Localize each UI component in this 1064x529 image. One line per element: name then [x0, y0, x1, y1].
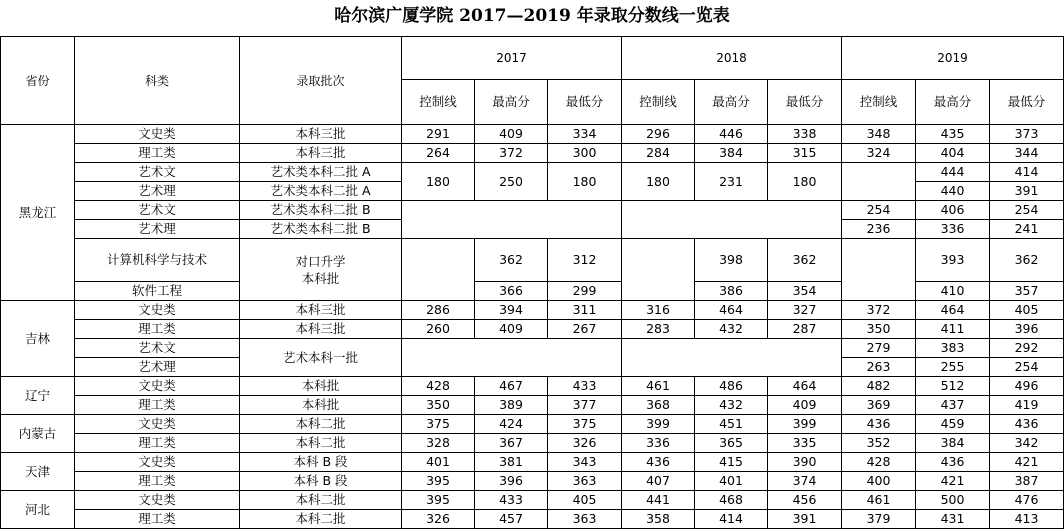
- table-row: [1, 144, 1064, 163]
- min-2019-cell: 405: [990, 301, 1064, 320]
- table-row: [1, 125, 1064, 144]
- control-2018-cell: 441: [622, 491, 695, 510]
- max-2019-cell: 437: [916, 396, 990, 415]
- min-2017-cell: 363: [548, 472, 622, 491]
- category-cell: 计算机科学与技术: [75, 239, 240, 282]
- min-2019-cell: 362: [990, 239, 1064, 282]
- empty-cell: [622, 339, 842, 377]
- control-2019-cell: 461: [842, 491, 916, 510]
- min-2019-cell: 413: [990, 510, 1064, 529]
- header-year-2017: 2017: [402, 37, 622, 80]
- min-2017-cell: 375: [548, 415, 622, 434]
- control-2018-cell: 358: [622, 510, 695, 529]
- header-batch: 录取批次: [240, 37, 402, 125]
- page-title: 哈尔滨广厦学院 2017—2019 年录取分数线一览表: [334, 6, 730, 26]
- min-2018-cell: 315: [768, 144, 842, 163]
- min-2018-cell: 287: [768, 320, 842, 339]
- max-2017-cell: 457: [475, 510, 548, 529]
- control-2017-cell: 260: [402, 320, 475, 339]
- control-2019-cell: 348: [842, 125, 916, 144]
- max-2019-cell: 393: [916, 239, 990, 282]
- control-2017-cell: 395: [402, 472, 475, 491]
- empty-cell: [622, 201, 842, 239]
- table-row: [1, 510, 1064, 529]
- max-2018-cell: 415: [695, 453, 768, 472]
- empty-cell: [622, 239, 695, 301]
- max-2017-cell: 433: [475, 491, 548, 510]
- batch-cell: 本科批: [240, 377, 402, 396]
- category-cell: 艺术理: [75, 182, 240, 201]
- control-2017-cell: 286: [402, 301, 475, 320]
- batch-cell: 本科批: [240, 396, 402, 415]
- min-2017-cell: 300: [548, 144, 622, 163]
- max-2018-cell: 401: [695, 472, 768, 491]
- min-2019-cell: 391: [990, 182, 1064, 201]
- min-2017-cell: 326: [548, 434, 622, 453]
- batch-cell: 本科二批: [240, 510, 402, 529]
- max-2017-cell: 396: [475, 472, 548, 491]
- max-2019-cell: 500: [916, 491, 990, 510]
- max-2019-cell: 336: [916, 220, 990, 239]
- table-row: [1, 320, 1064, 339]
- control-2017-cell: 326: [402, 510, 475, 529]
- control-2018-cell: 296: [622, 125, 695, 144]
- max-2019-cell: 411: [916, 320, 990, 339]
- category-cell: 文史类: [75, 491, 240, 510]
- batch-cell: 艺术类本科二批 B: [240, 201, 402, 220]
- table-row: [1, 396, 1064, 415]
- min-2017-cell: 343: [548, 453, 622, 472]
- province-cell: 辽宁: [1, 377, 75, 415]
- header-min-score: 最低分: [768, 80, 842, 125]
- control-2018-cell: 180: [622, 163, 695, 201]
- category-cell: 文史类: [75, 125, 240, 144]
- min-2018-cell: 338: [768, 125, 842, 144]
- min-2019-cell: 254: [990, 358, 1064, 377]
- empty-cell: [842, 239, 916, 301]
- table-row: [1, 201, 1064, 220]
- min-2018-cell: 390: [768, 453, 842, 472]
- max-2019-cell: 406: [916, 201, 990, 220]
- min-2018-cell: 362: [768, 239, 842, 282]
- control-2017-cell: 350: [402, 396, 475, 415]
- max-2019-cell: 410: [916, 282, 990, 301]
- category-cell: 艺术文: [75, 201, 240, 220]
- max-2018-cell: 231: [695, 163, 768, 201]
- batch-cell: 艺术类本科二批 A: [240, 182, 402, 201]
- min-2017-cell: 312: [548, 239, 622, 282]
- header-max-score: 最高分: [475, 80, 548, 125]
- admission-score-table: [0, 36, 1064, 529]
- max-2019-cell: 440: [916, 182, 990, 201]
- min-2019-cell: 476: [990, 491, 1064, 510]
- min-2019-cell: 414: [990, 163, 1064, 182]
- control-2017-cell: 395: [402, 491, 475, 510]
- max-2018-cell: 386: [695, 282, 768, 301]
- table-row: [1, 377, 1064, 396]
- control-2018-cell: 368: [622, 396, 695, 415]
- min-2019-cell: 421: [990, 453, 1064, 472]
- min-2019-cell: 387: [990, 472, 1064, 491]
- max-2019-cell: 459: [916, 415, 990, 434]
- max-2018-cell: 446: [695, 125, 768, 144]
- batch-cell: 艺术类本科二批 A: [240, 163, 402, 182]
- max-2017-cell: 389: [475, 396, 548, 415]
- header-control-line: 控制线: [622, 80, 695, 125]
- batch-cell: 本科三批: [240, 301, 402, 320]
- table-row: [1, 301, 1064, 320]
- min-2017-cell: 267: [548, 320, 622, 339]
- batch-cell: 艺术类本科二批 B: [240, 220, 402, 239]
- table-row: [1, 472, 1064, 491]
- table-row: [1, 163, 1064, 182]
- category-cell: 艺术文: [75, 163, 240, 182]
- category-cell: 文史类: [75, 377, 240, 396]
- max-2019-cell: 404: [916, 144, 990, 163]
- max-2018-cell: 464: [695, 301, 768, 320]
- category-cell: 理工类: [75, 144, 240, 163]
- category-cell: 软件工程: [75, 282, 240, 301]
- table-row: [1, 491, 1064, 510]
- batch-cell: 本科二批: [240, 434, 402, 453]
- min-2019-cell: 373: [990, 125, 1064, 144]
- province-cell: 河北: [1, 491, 75, 529]
- max-2017-cell: 381: [475, 453, 548, 472]
- control-2018-cell: 436: [622, 453, 695, 472]
- province-cell: 黑龙江: [1, 125, 75, 301]
- control-2018-cell: 316: [622, 301, 695, 320]
- header-min-score: 最低分: [990, 80, 1064, 125]
- category-cell: 理工类: [75, 434, 240, 453]
- min-2017-cell: 334: [548, 125, 622, 144]
- max-2017-cell: 409: [475, 125, 548, 144]
- category-cell: 艺术理: [75, 220, 240, 239]
- min-2019-cell: 344: [990, 144, 1064, 163]
- control-2017-cell: 291: [402, 125, 475, 144]
- max-2019-cell: 436: [916, 453, 990, 472]
- control-2019-cell: 400: [842, 472, 916, 491]
- control-2018-cell: 283: [622, 320, 695, 339]
- control-2019-cell: 352: [842, 434, 916, 453]
- header-row-years: [1, 37, 1064, 80]
- table-row: [1, 339, 1064, 358]
- category-cell: 文史类: [75, 453, 240, 472]
- batch-cell: 本科 B 段: [240, 453, 402, 472]
- min-2017-cell: 377: [548, 396, 622, 415]
- max-2017-cell: 424: [475, 415, 548, 434]
- min-2018-cell: 456: [768, 491, 842, 510]
- min-2018-cell: 409: [768, 396, 842, 415]
- min-2017-cell: 433: [548, 377, 622, 396]
- control-2019-cell: 324: [842, 144, 916, 163]
- min-2019-cell: 254: [990, 201, 1064, 220]
- min-2019-cell: 436: [990, 415, 1064, 434]
- table-row: [1, 239, 1064, 282]
- header-year-2019: 2019: [842, 37, 1064, 80]
- empty-cell: [402, 201, 622, 239]
- control-2018-cell: 336: [622, 434, 695, 453]
- control-2017-cell: 180: [402, 163, 475, 201]
- max-2017-cell: 250: [475, 163, 548, 201]
- category-cell: 理工类: [75, 510, 240, 529]
- province-cell: 吉林: [1, 301, 75, 377]
- max-2017-cell: 467: [475, 377, 548, 396]
- min-2018-cell: 374: [768, 472, 842, 491]
- max-2017-cell: 367: [475, 434, 548, 453]
- max-2017-cell: 409: [475, 320, 548, 339]
- category-cell: 文史类: [75, 415, 240, 434]
- table-row: [1, 434, 1064, 453]
- min-2019-cell: 241: [990, 220, 1064, 239]
- max-2017-cell: 372: [475, 144, 548, 163]
- control-2017-cell: 328: [402, 434, 475, 453]
- min-2019-cell: 357: [990, 282, 1064, 301]
- min-2017-cell: 311: [548, 301, 622, 320]
- max-2018-cell: 398: [695, 239, 768, 282]
- min-2018-cell: 354: [768, 282, 842, 301]
- control-2018-cell: 284: [622, 144, 695, 163]
- max-2018-cell: 384: [695, 144, 768, 163]
- max-2019-cell: 421: [916, 472, 990, 491]
- min-2018-cell: 464: [768, 377, 842, 396]
- max-2019-cell: 512: [916, 377, 990, 396]
- batch-cell: 本科三批: [240, 320, 402, 339]
- min-2019-cell: 292: [990, 339, 1064, 358]
- header-control-line: 控制线: [402, 80, 475, 125]
- province-cell: 内蒙古: [1, 415, 75, 453]
- control-2018-cell: 399: [622, 415, 695, 434]
- control-2019-cell: 428: [842, 453, 916, 472]
- min-2019-cell: 419: [990, 396, 1064, 415]
- min-2018-cell: 327: [768, 301, 842, 320]
- empty-cell: [402, 339, 622, 377]
- header-max-score: 最高分: [916, 80, 990, 125]
- batch-cell: 本科二批: [240, 491, 402, 510]
- control-2019-cell: 482: [842, 377, 916, 396]
- control-2019-cell: 236: [842, 220, 916, 239]
- max-2018-cell: 365: [695, 434, 768, 453]
- category-cell: 艺术理: [75, 358, 240, 377]
- control-2017-cell: 264: [402, 144, 475, 163]
- control-2017-cell: 428: [402, 377, 475, 396]
- header-year-2018: 2018: [622, 37, 842, 80]
- control-2019-cell: 369: [842, 396, 916, 415]
- max-2019-cell: 464: [916, 301, 990, 320]
- control-2019-cell: 263: [842, 358, 916, 377]
- control-2018-cell: 461: [622, 377, 695, 396]
- min-2017-cell: 363: [548, 510, 622, 529]
- max-2019-cell: 384: [916, 434, 990, 453]
- control-2017-cell: 401: [402, 453, 475, 472]
- category-cell: 理工类: [75, 320, 240, 339]
- max-2018-cell: 451: [695, 415, 768, 434]
- control-2017-cell: 375: [402, 415, 475, 434]
- max-2019-cell: 435: [916, 125, 990, 144]
- batch-cell: 本科 B 段: [240, 472, 402, 491]
- province-cell: 天津: [1, 453, 75, 491]
- max-2018-cell: 414: [695, 510, 768, 529]
- control-2018-cell: 407: [622, 472, 695, 491]
- max-2017-cell: 394: [475, 301, 548, 320]
- category-cell: 理工类: [75, 472, 240, 491]
- min-2018-cell: 399: [768, 415, 842, 434]
- max-2017-cell: 362: [475, 239, 548, 282]
- max-2018-cell: 432: [695, 320, 768, 339]
- header-max-score: 最高分: [695, 80, 768, 125]
- category-cell: 理工类: [75, 396, 240, 415]
- control-2019-cell: 379: [842, 510, 916, 529]
- min-2019-cell: 496: [990, 377, 1064, 396]
- min-2018-cell: 335: [768, 434, 842, 453]
- min-2018-cell: 180: [768, 163, 842, 201]
- min-2017-cell: 180: [548, 163, 622, 201]
- min-2017-cell: 299: [548, 282, 622, 301]
- table-row: [1, 453, 1064, 472]
- min-2018-cell: 391: [768, 510, 842, 529]
- max-2018-cell: 486: [695, 377, 768, 396]
- control-2019-cell: 254: [842, 201, 916, 220]
- header-control-line: 控制线: [842, 80, 916, 125]
- category-cell: 文史类: [75, 301, 240, 320]
- max-2019-cell: 383: [916, 339, 990, 358]
- category-cell: 艺术文: [75, 339, 240, 358]
- header-province: 省份: [1, 37, 75, 125]
- batch-cell: 艺术本科一批: [240, 339, 402, 377]
- max-2018-cell: 468: [695, 491, 768, 510]
- empty-cell: [402, 239, 475, 301]
- min-2019-cell: 396: [990, 320, 1064, 339]
- batch-cell: 对口升学 本科批: [240, 239, 402, 301]
- control-2019-cell: 350: [842, 320, 916, 339]
- header-category: 科类: [75, 37, 240, 125]
- control-2019-cell: 372: [842, 301, 916, 320]
- max-2017-cell: 366: [475, 282, 548, 301]
- header-min-score: 最低分: [548, 80, 622, 125]
- max-2019-cell: 444: [916, 163, 990, 182]
- control-2019-cell: 279: [842, 339, 916, 358]
- control-2019-cell: [842, 163, 916, 201]
- max-2019-cell: 255: [916, 358, 990, 377]
- min-2017-cell: 405: [548, 491, 622, 510]
- batch-cell: 本科三批: [240, 125, 402, 144]
- batch-cell: 本科三批: [240, 144, 402, 163]
- table-row: [1, 415, 1064, 434]
- control-2019-cell: 436: [842, 415, 916, 434]
- batch-cell: 本科二批: [240, 415, 402, 434]
- max-2018-cell: 432: [695, 396, 768, 415]
- min-2019-cell: 342: [990, 434, 1064, 453]
- max-2019-cell: 431: [916, 510, 990, 529]
